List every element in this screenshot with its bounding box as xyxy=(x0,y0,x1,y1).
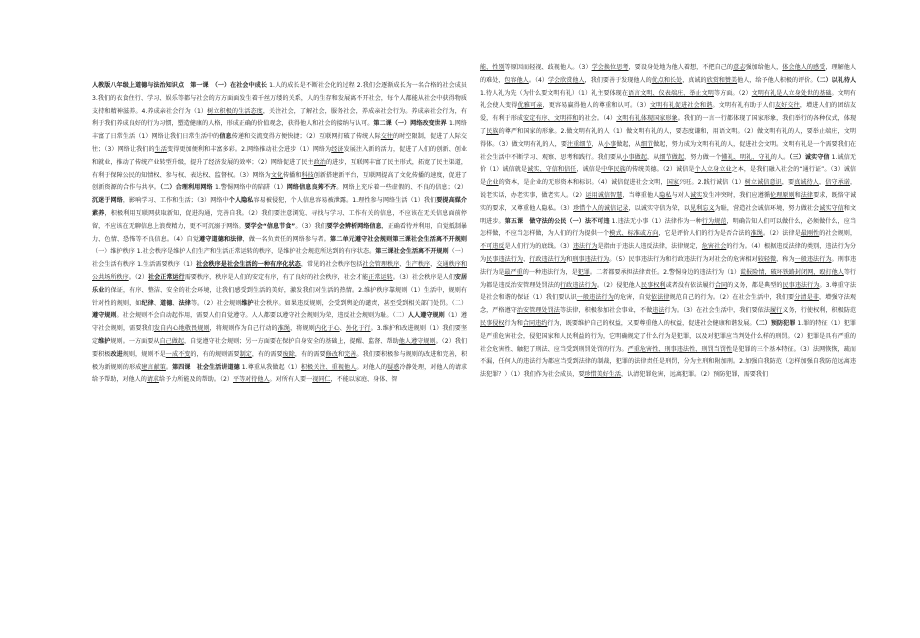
left-text-segment: 自己做起 xyxy=(159,337,185,345)
right-text-segment: 较轻微 xyxy=(757,255,777,263)
left-text-segment: 社会管理秩序 xyxy=(362,261,400,269)
right-text-segment: 1.诚信无价（1）诚信就是 xyxy=(480,153,856,174)
right-text-segment: 准绳 xyxy=(750,230,763,238)
right-text-segment: ，当尊重他人 xyxy=(622,191,660,199)
left-text-segment: 第二课（一）网络改变世界 xyxy=(373,120,449,128)
right-text-segment: 民事违法行为 xyxy=(782,281,820,289)
right-text-segment: 为耻，营造社会诚信环境，努力做社会 xyxy=(714,204,820,212)
right-text-segment: 分清是非 xyxy=(794,294,819,302)
right-text-segment: ，努力做一个 xyxy=(684,153,722,161)
left-text-segment: 政治 xyxy=(313,158,326,166)
left-text-segment: 道德 xyxy=(160,299,173,307)
left-text-segment: ，有的需要 xyxy=(294,350,326,358)
right-text-segment: 一般违法行为 xyxy=(576,294,614,302)
right-text-segment: 的尊严和国家的形象。2.做文明有礼的人（1）做文明有礼的人，要态度谦和，用语文明。（2）做文明有礼的人，要举止端庄，文明得体。（3）做文明有礼的人，要 xyxy=(480,127,856,148)
left-text-segment: 1.网络丰富了日常生活（1）网络让我们日常生活中的 xyxy=(92,120,467,141)
right-text-segment: ，真诚的 xyxy=(682,76,707,84)
right-text-segment: 行为规范 xyxy=(701,217,727,225)
left-text-segment: 第三课社会生活离不开规则 xyxy=(375,248,449,256)
right-text-segment: 最严重 xyxy=(504,268,523,276)
right-text-segment: 是人们行为的底线。（3） xyxy=(504,243,573,251)
left-text-segment: （二）合理利用网络 xyxy=(160,184,215,192)
left-text-segment: 、 xyxy=(172,299,179,307)
right-text-segment: ，称为 xyxy=(776,255,795,263)
left-text-segment: 传递和交流变得方便快捷；（2）互联网打破了传统人际 xyxy=(231,133,381,141)
left-text-segment: 一成不变 xyxy=(165,350,191,358)
left-text-segment: 人教版八年级上道德与法治知识点 第一课 （一）在社会中成长 xyxy=(92,82,270,89)
left-text-segment: 规则，规则不是 xyxy=(122,350,166,358)
right-text-segment: 行政违法行为 xyxy=(560,281,597,289)
right-text-segment: ，从 xyxy=(647,153,660,161)
right-text-segment: 谎报险情，破坏铁路封闭网，殴打他人 xyxy=(740,268,844,276)
right-text-segment: 包容他人 xyxy=(504,76,529,84)
left-text-segment: 的时空限制，促进了人际交往；（3）网络让我们的 xyxy=(92,133,467,153)
right-text-segment: 的一种违法行为，是 xyxy=(522,268,578,276)
right-text-segment: 严重危害性、刑事违法性、刑罚当罚性 xyxy=(627,345,733,353)
right-text-segment: 的社会。（4） xyxy=(578,115,617,123)
right-text-segment: ，从 xyxy=(591,140,604,148)
right-text-segment: 第五课 做守法的公民（一）法不可违 xyxy=(504,217,610,225)
right-text-segment: ，要设身处地为他人着想，不把自己的 xyxy=(628,64,734,71)
left-text-segment: 。我们要积极参与规则的改进和完善，积极为新规则的形成 xyxy=(92,350,467,371)
left-text-segment: 树立积极的生活态度 xyxy=(207,107,263,115)
left-text-segment: 变得更加便利和丰富多彩。2.网络推动社会进步（1）网络为 xyxy=(167,145,332,153)
right-text-segment: 最刚性 xyxy=(800,230,820,238)
right-text-segment: 。（4） xyxy=(528,76,548,84)
right-text-segment: 。3.尊重守法是社会和谐的保证（1）我们要认识 xyxy=(480,281,856,302)
left-text-segment: 第四课 社会生活讲道德 xyxy=(172,363,240,371)
right-text-segment: 文明有礼体现国家形象 xyxy=(616,115,678,123)
right-text-segment: 不可违反 xyxy=(480,243,505,251)
left-text-segment: 1.尊重从我做起（1） xyxy=(239,363,301,371)
left-text-column xyxy=(92,80,467,632)
left-text-segment: 废除 xyxy=(282,350,295,358)
left-text-segment: 等。（2）社会规则 xyxy=(190,299,242,307)
left-text-segment: 安居乐业 xyxy=(92,273,467,294)
right-text-segment: 诚实、守信和信任 xyxy=(527,166,577,174)
left-text-segment: 。社会规则不会自动起作用，需要人们自觉遵守。人人都要以遵守社会规则为荣，违反社会规则为耻。（二） xyxy=(116,312,408,320)
left-text-segment: 要提高媒介素养 xyxy=(92,197,467,217)
left-text-segment: 网络信息良莠不齐 xyxy=(286,184,337,192)
left-text-segment: 社会正常运行 xyxy=(147,273,185,281)
right-text-segment: 细节 xyxy=(640,140,654,148)
left-text-segment: 文化 xyxy=(270,171,284,179)
right-text-segment: 发生冲突时，我们应遵循 xyxy=(702,191,770,199)
right-text-segment: 文明有礼是人立身处世的基础 xyxy=(751,89,832,97)
right-text-segment: 行政违法行为 xyxy=(529,255,567,263)
left-text-segment: ，做一名负责任的网络参与者。 xyxy=(242,235,330,243)
left-text-segment: 信息 xyxy=(219,133,232,141)
left-text-segment: 遵守道德和法律 xyxy=(199,235,243,243)
left-text-segment: 发展注入新的活力，促进了人们的创新、创业和就业，推动了传统产业转型升级，提升了经济发展的效率；（2）网络促进了民主 xyxy=(92,145,467,166)
left-text-segment: 1.警惕网络中的陷阱（1） xyxy=(214,184,287,192)
right-text-segment: 。文明有礼有助于人们 xyxy=(712,102,775,110)
right-text-segment: 运用诚信智慧 xyxy=(585,191,623,199)
left-text-segment: 。（3）社会秩序是人们 xyxy=(392,273,455,281)
left-text-segment: 。对他人的 xyxy=(356,363,388,371)
left-text-segment: 平等对待他人 xyxy=(232,376,270,384)
left-text-segment: 的进步，互联网丰富了民主形式，拓宽了民主渠道，有利于保障公民的知情权、参与权、表达权、监督权。（3）网络为 xyxy=(92,158,467,179)
left-text-segment: （一）社会生活有秩序 1.生活需要秩序（1） xyxy=(92,248,467,269)
left-text-segment: 第二单元遵守社会规则第三课社会生活离不开规则 xyxy=(329,235,467,243)
left-text-segment: 要学会“信息节食” xyxy=(244,222,296,230)
right-text-segment: 欣赏和赞美 xyxy=(706,76,738,84)
right-text-segment: 的人。 xyxy=(770,153,790,161)
right-text-segment: 1.待人礼为先（为什么要文明有礼）（1）礼主要体现在 xyxy=(480,89,628,97)
left-text-segment: 人人遵守规则 xyxy=(407,312,445,320)
right-text-segment: 。我们的一言一行都体现了国家形象，我们举行的各种仪式，体现了 xyxy=(480,115,856,135)
right-text-segment: 中华民族 xyxy=(601,166,626,174)
left-text-segment: 交通秩序和公共场所秩序 xyxy=(92,261,467,281)
left-text-segment: 外化于行 xyxy=(345,325,371,333)
left-text-segment: 遵守规则 xyxy=(92,312,117,320)
right-text-segment: ，理解他人的难处， xyxy=(480,64,856,84)
left-text-segment: 经济 xyxy=(331,145,344,153)
left-text-segment: 完善 xyxy=(344,350,357,358)
right-text-segment: 他人，给予他人积极的评价。 xyxy=(737,76,817,84)
right-text-segment: 行为。（3）在社会生活中，我们要依法 xyxy=(664,307,770,315)
right-text-segment: 等方面。（2） xyxy=(713,89,752,97)
right-text-segment: 和 xyxy=(794,191,801,199)
right-text-segment: 规范自己的行为。（2）在社会生活中，我们要 xyxy=(669,294,795,302)
right-text-segment: 见利忘义 xyxy=(690,204,715,212)
left-text-segment: 。 xyxy=(165,363,173,371)
left-text-segment: ，有的需要 xyxy=(251,350,283,358)
left-text-segment: 他人遵守规则 xyxy=(398,337,436,345)
right-text-segment: 危害社会 xyxy=(701,243,727,251)
left-text-segment: 个人隐私 xyxy=(228,197,254,205)
right-text-segment: 的资本，是企业的无形资本和标识。（4）诚信促进社会文明， xyxy=(498,179,667,187)
right-text-segment: 的社会规则， xyxy=(819,230,856,238)
left-text-segment: 1.人的成长是不断社会化的过程 2.我们会逐渐成长为一名合格的社会成员 3.我们的衣食住行、学习、娱乐等都与社会的方方面面发生着千丝万缕的关系，人的生存和发展离不开社会，每个人都能从社会中获得物质支持和精神滋养。4.养成亲社会行为（1） xyxy=(92,82,467,115)
left-text-segment: 。网络上充斥着一些虚假的、不良的信息；（2） xyxy=(336,184,467,192)
left-text-segment: 和 xyxy=(337,350,345,358)
right-text-segment: 合同违约 xyxy=(522,319,548,327)
right-text-segment: 小事 xyxy=(603,140,617,148)
left-text-segment: 正常运转 xyxy=(368,273,393,281)
right-text-segment: 体会他人的感受 xyxy=(782,64,826,71)
right-text-segment: 犯罪 xyxy=(577,268,590,276)
right-text-segment: 伦理原则 xyxy=(770,191,795,199)
right-text-segment: 是指由于违法人违反法律，法律规定， xyxy=(597,243,702,251)
left-text-segment: 法律 xyxy=(178,299,191,307)
right-text-segment: ，我们要善于发现他人的 xyxy=(584,76,652,84)
left-text-segment: 。（2） xyxy=(128,273,148,281)
left-text-segment: 、 xyxy=(399,261,406,269)
left-text-segment: ，常见的社会秩序包括 xyxy=(300,261,363,269)
right-text-segment: 信守承诺 xyxy=(825,179,850,187)
right-text-segment: 依法律 xyxy=(651,294,670,302)
right-text-segment: 等法律，积极参加社会事业，不做 xyxy=(559,307,653,315)
right-text-segment: 违法行为 xyxy=(572,243,598,251)
right-text-segment: 治安管理处罚法 xyxy=(516,307,560,315)
left-text-segment: （1）遵守社会规则，需要我们 xyxy=(92,312,467,333)
right-text-segment: 的危害，自觉 xyxy=(613,294,652,302)
right-text-segment: 注重细节 xyxy=(567,140,592,148)
right-text-segment: 。二者都要承担法律责任。2.警惕身边的违法行为（1） xyxy=(589,268,741,276)
right-text-segment: 树立诚信意识 xyxy=(744,179,782,187)
left-text-segment: 要学会辨析网络信息 xyxy=(326,222,382,230)
right-text-segment: 国家 xyxy=(666,179,680,187)
right-text-segment: 刑事违法行为 xyxy=(572,255,610,263)
right-text-segment: 优点和长处 xyxy=(651,76,683,84)
right-text-segment: 行为，既要维护自己的权益，又要尊重他人的权益，促进社会健康和谐发展。 xyxy=(547,319,756,327)
right-text-segment: 语言文明、仪表端庄、举止文明 xyxy=(627,89,714,97)
right-text-segment: 是犯罪的三个基本特征。（3）法网恢恢，疏而不漏，任何人的违法行为都应当受到法律的制裁，犯罪的法律责任是刑罚，分为主刑和附加刑。2.加强自我防范（怎样加强自我防范远离违法犯罪？）（1）我们作为社会成员，要 xyxy=(480,345,856,379)
left-text-segment: 创新搭建新平台，互联网提高了文化传播的速度，促进了创新资源的合作与共享。 xyxy=(92,171,467,192)
right-text-segment: 兴旺。2.践行诚信（1） xyxy=(679,179,745,187)
right-text-segment: 隐私 xyxy=(659,191,672,199)
right-text-segment: 1.罪的特征（1）犯罪是严重危害社会，侵犯国家和人民利益的行为，它明确规定了什么行为是犯罪，以及对犯罪应当判处什么样的刑罚。（2）犯罪是具有严重的社会危害性、触犯了刑法、应当受到刑罚处罚的行为。 xyxy=(480,319,856,353)
right-text-segment: 民事侵权 xyxy=(480,319,505,327)
left-text-segment: 传播和 xyxy=(283,171,302,179)
right-text-segment: 诚实 xyxy=(690,191,703,199)
right-text-segment: ，以诚实守信为荣，以 xyxy=(628,204,691,212)
right-text-segment: 个人立身立业 xyxy=(694,166,732,174)
right-text-segment: （三）诚实守信 xyxy=(789,153,830,161)
left-text-segment: 疑惑 xyxy=(387,363,400,371)
right-text-segment: 学会换位思考 xyxy=(591,64,629,71)
right-text-segment: ，要 xyxy=(781,179,795,187)
left-text-segment: 需要秩序，秩序是人们的安定有序，有了良好的社会秩序，社会才能 xyxy=(184,273,369,281)
right-text-segment: 。（5）民事违法行为和行政违法行为对社会的危害相对 xyxy=(609,255,758,263)
left-text-segment: ，关注社会，了解社会，服务社会，养成亲社会行为。养成亲社会行为，有利于我们养成良好的行为习惯，塑造健康的人格，形成正确的价值观念，获得他人和社会的接纳与认可。 xyxy=(92,107,467,128)
right-text-segment: 学会欣赏他人 xyxy=(547,76,585,84)
left-text-segment: 请求 xyxy=(146,376,160,384)
left-text-segment: 。（2）我们要积极 xyxy=(92,337,467,358)
left-text-segment: 社会秩序。如果违反规则，会受到舆论的谴责，甚至受到相关部门处罚。（二） xyxy=(253,299,467,307)
right-text-segment: 。（2）侵犯他人 xyxy=(596,281,641,289)
right-text-segment: ，增进人们的团结友爱，有利于形成 xyxy=(480,102,856,123)
right-text-segment: 的义务，都是典型的 xyxy=(727,281,783,289)
right-text-segment: 做起，努力成为文明有礼的人，促进社会文明。文明有礼是一个需要我们在社会生活中不断学习、观察、思考和践行。我们要从 xyxy=(480,140,856,161)
left-text-segment: ，影响学习、工作和生活；（3）网络中 xyxy=(122,197,229,205)
right-text-segment: 和文明进步。 xyxy=(480,204,856,225)
right-text-segment: 一般违法行为 xyxy=(794,255,832,263)
left-text-segment: 、 xyxy=(430,261,437,269)
right-text-segment: 的传统美德。（2）诚信是 xyxy=(625,166,695,174)
right-text-segment: 文明有礼促进社会和谐 xyxy=(649,102,713,110)
left-text-segment: 沉迷于网络 xyxy=(92,197,123,205)
left-text-segment: 积极关注、重视他人 xyxy=(300,363,357,371)
left-text-segment: 、 xyxy=(153,299,161,307)
left-text-segment: 交往 xyxy=(380,133,394,141)
right-text-segment: ，它是评价人们的行为是否合法的 xyxy=(658,230,751,238)
left-text-segment: 、 xyxy=(339,325,346,333)
right-text-segment: 珍惜美好生活 xyxy=(584,371,621,379)
right-text-column xyxy=(480,62,856,632)
right-text-segment: 做起，从 xyxy=(616,140,641,148)
right-text-segment: 模式、标准或方向 xyxy=(609,230,659,238)
right-text-segment: 等行为都是违反治安管理处罚法的 xyxy=(480,268,856,289)
right-text-segment: 与对人 xyxy=(671,191,691,199)
right-text-segment: ，认清犯罪危害，远离犯罪。（2）预防犯罪，需要我们 xyxy=(620,371,769,379)
left-text-segment: 科技 xyxy=(301,171,314,179)
left-text-segment: 生活 xyxy=(154,145,168,153)
right-text-segment: 优雅可亲 xyxy=(517,102,543,110)
right-text-segment: 珍惜个人的诚信记录 xyxy=(573,204,629,212)
right-text-segment: 民事违法行为 xyxy=(486,255,524,263)
right-text-segment: 民事权利 xyxy=(640,281,666,289)
right-text-segment: 诚实守信 xyxy=(819,204,844,212)
right-text-segment: 小事做起 xyxy=(622,153,648,161)
left-text-segment: 生产秩序 xyxy=(405,261,431,269)
right-text-segment: 法律 xyxy=(800,191,814,199)
right-text-segment: 的行为。（4）根据违反法律的类别，违法行为分为 xyxy=(480,243,856,263)
left-text-segment: （一）维护秩序 1.社会秩序是维护人们生产和生活正常运转的秩序，是维护社会规范所达到的有序状态。 xyxy=(92,248,376,256)
right-text-segment: 履行 xyxy=(770,307,783,315)
right-text-segment: 企业 xyxy=(486,179,499,187)
right-text-segment: ， xyxy=(819,179,826,187)
left-text-segment: ，将规则作为自己行动的 xyxy=(209,325,278,333)
left-text-segment: ，将规则 xyxy=(290,325,315,333)
right-text-segment: ，说老实话，办老实事，做老实人。（2） xyxy=(480,179,856,199)
left-text-segment: 容易被侵犯，个人信息容易被泄露。1.理性参与网络生活（1）我们 xyxy=(253,197,437,205)
left-text-segment: 给予力所能及的帮助。（2） xyxy=(159,376,233,384)
right-text-segment: 之本，是我们融入社会的“通行证”。（3）诚信是 xyxy=(480,166,856,187)
left-text-segment: 冷静处理，对他人的请求给予帮助，对他人的 xyxy=(92,363,467,384)
right-text-segment: 。（2）法律是 xyxy=(762,230,801,238)
right-text-segment: 意志 xyxy=(733,64,746,71)
right-text-segment: 行为和 xyxy=(504,319,523,327)
left-text-segment: ，正确看待并利用，自觉抵制暴力、色情、恐怖等不良信息。（4）自觉 xyxy=(92,222,467,243)
right-text-segment: 。刑事违法行为是 xyxy=(480,255,856,276)
right-text-segment: 1.违法无小事（1）法律作为一种 xyxy=(609,217,702,225)
right-text-segment: 义务，行使权利，积极防范 xyxy=(782,307,856,315)
right-text-segment: ，诚信是 xyxy=(576,166,602,174)
right-text-segment: 细节做起 xyxy=(659,153,685,161)
left-text-segment: 视同仁 xyxy=(312,376,331,384)
right-text-segment: 安定有序、文明祥和 xyxy=(523,115,579,123)
left-text-segment: ，不能以家庭、身体、智 xyxy=(330,376,398,384)
left-text-segment: 发自内心地敬畏规则 xyxy=(153,325,210,333)
left-text-segment: 。3.维护和改进规则（1）我们要坚定 xyxy=(92,325,467,345)
left-text-segment: 改进 xyxy=(110,350,123,358)
left-text-segment: 维护 xyxy=(241,299,254,307)
right-text-segment: ，增强守法观念，严格遵守 xyxy=(480,294,856,315)
right-text-segment: 懂礼、明礼、守礼 xyxy=(721,153,771,161)
left-text-segment: 维护 xyxy=(98,337,111,345)
right-text-segment: 友好交往 xyxy=(774,102,800,110)
left-text-segment: 。对所有人要一 xyxy=(269,376,313,384)
right-text-segment: 和 xyxy=(566,255,573,263)
right-text-segment: 等原因而轻视、歧视他人。（3） xyxy=(504,64,592,71)
right-text-segment: 民族 xyxy=(486,127,499,135)
right-text-segment: （二）预防犯罪 xyxy=(755,319,796,327)
right-text-segment: 合同 xyxy=(714,281,728,289)
left-text-segment: 规则。一方面要从 xyxy=(110,337,160,345)
left-text-segment: 的，有的规则需要 xyxy=(190,350,240,358)
right-text-segment: 能、性别 xyxy=(480,64,505,71)
right-text-segment: 违法 xyxy=(652,307,665,315)
right-text-segment: 、 xyxy=(523,255,530,263)
left-text-segment: 内化于心 xyxy=(314,325,340,333)
right-text-segment: 或者没有依法履行 xyxy=(665,281,715,289)
left-text-segment: 社会秩序是社会生活的一种有序化状态 xyxy=(196,261,301,269)
right-text-segment: 。文明有礼会使人变得 xyxy=(480,89,856,110)
right-text-segment: ，更容易赢得他人的尊重和认可。（3） xyxy=(542,102,650,110)
left-text-segment: 准绳 xyxy=(277,325,291,333)
left-text-segment: 制定 xyxy=(239,350,252,358)
right-text-segment: （二）以礼待人 xyxy=(816,76,856,84)
left-text-segment: 纪律 xyxy=(141,299,154,307)
left-text-segment: ，自觉遵守社会规则；另一方面要在保护自身安全的基础上，提醒、监督、帮助 xyxy=(184,337,399,345)
right-text-segment: 强加给他人， xyxy=(745,64,783,71)
left-text-segment: 修改 xyxy=(325,350,338,358)
left-text-segment: 。（3）我们 xyxy=(295,222,327,230)
right-text-segment: ，明确告知人们可以做什么，必须做什么，应当怎样做，不应当怎样做，为人们的行为提供一个 xyxy=(480,217,856,238)
left-text-segment: 的保证，有序、整洁、安全的社会环境，让我们感受到生活的美好，激发我们对生活的热情。2.维护秩序靠规则（1）生活中，规则有针对性的规则，如 xyxy=(92,286,467,307)
right-text-segment: 要求，既恪守诚实的要求，又尊重他人隐私。（3） xyxy=(480,191,856,212)
left-text-segment: 建言献策 xyxy=(141,363,166,371)
left-text-segment: ，积极利用互联网获取新知，促进沟通，完善自我。（2）我们要注意浏览、寻找与学习、工作有关的信息，不应该在无关信息面前停留，不应该在无聊信息上浪费精力，更不可沉溺于网络。 xyxy=(92,209,467,230)
right-text-segment: 真诚待人 xyxy=(794,179,819,187)
